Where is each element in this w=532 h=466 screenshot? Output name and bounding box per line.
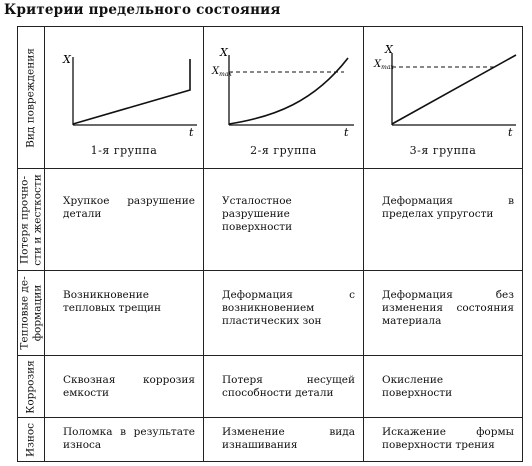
cell-corrosion-1: Сквозная коррозия емкости: [45, 356, 204, 418]
y-axis-label: X: [385, 43, 393, 56]
row-label-corrosion: Коррозия: [24, 359, 37, 414]
group-label-2: 2-я группа: [250, 144, 317, 158]
row-label-wear: Износ: [24, 422, 37, 457]
y-axis-label: X: [220, 46, 228, 59]
row-header-corrosion: [18, 356, 45, 418]
row-damage-type: [18, 27, 523, 169]
cell-corrosion-3: Окисление поверхности: [364, 356, 523, 418]
cell-strength-2: Усталостное разрушение поверхности: [204, 169, 364, 271]
group-label-1: 1-я группа: [90, 144, 158, 158]
x-axis-label: t: [189, 126, 194, 139]
graph-cell-group3: [364, 27, 523, 169]
xmax-label: $X_{max}$: [212, 66, 232, 78]
cell-corrosion-2: Потеря несущей способности детали: [204, 356, 364, 418]
group-label-3: 3-я группа: [409, 144, 477, 158]
row-wear: [18, 418, 523, 462]
row-header-damage: [18, 27, 45, 169]
graph-cell-group2: [204, 27, 364, 169]
row-thermal: [18, 271, 523, 356]
cell-thermal-3: Деформация без изменения состояния материала: [364, 271, 523, 356]
cell-wear-2: Изменение вида изнашивания: [204, 418, 364, 462]
row-corrosion: [18, 356, 523, 418]
row-label-thermal: Тепловые де- формации: [18, 276, 43, 350]
graph-cell-group1: [45, 27, 204, 169]
page-title: Критерии предельного состояния: [4, 2, 281, 18]
cell-strength-1: Хрупкое разрушение детали: [45, 169, 204, 271]
x-axis-label: t: [508, 126, 513, 139]
cell-wear-3: Искажение формы поверхности трения: [364, 418, 523, 462]
curve-group3: [392, 55, 516, 124]
cell-strength-3: Деформация в пределах упругости: [364, 169, 523, 271]
row-header-wear: [18, 418, 45, 462]
y-axis-label: X: [63, 53, 71, 66]
cell-thermal-2: Деформация с возникновением пластических зон: [204, 271, 364, 356]
cell-wear-1: Поломка в результате износа: [45, 418, 204, 462]
xmax-label: $X_{max}$: [374, 59, 394, 71]
row-header-thermal: [18, 271, 45, 356]
criteria-table: [17, 26, 523, 462]
cell-thermal-1: Возникновение тепловых трещин: [45, 271, 204, 356]
row-label-damage: Вид повреждения: [24, 47, 37, 148]
curve-group2: [229, 58, 348, 124]
row-label-strength: Потеря прочно- сти и жесткости: [18, 173, 43, 266]
row-strength: [18, 169, 523, 271]
row-header-strength: [18, 169, 45, 271]
x-axis-label: t: [344, 126, 349, 139]
curve-group1: [73, 59, 190, 124]
